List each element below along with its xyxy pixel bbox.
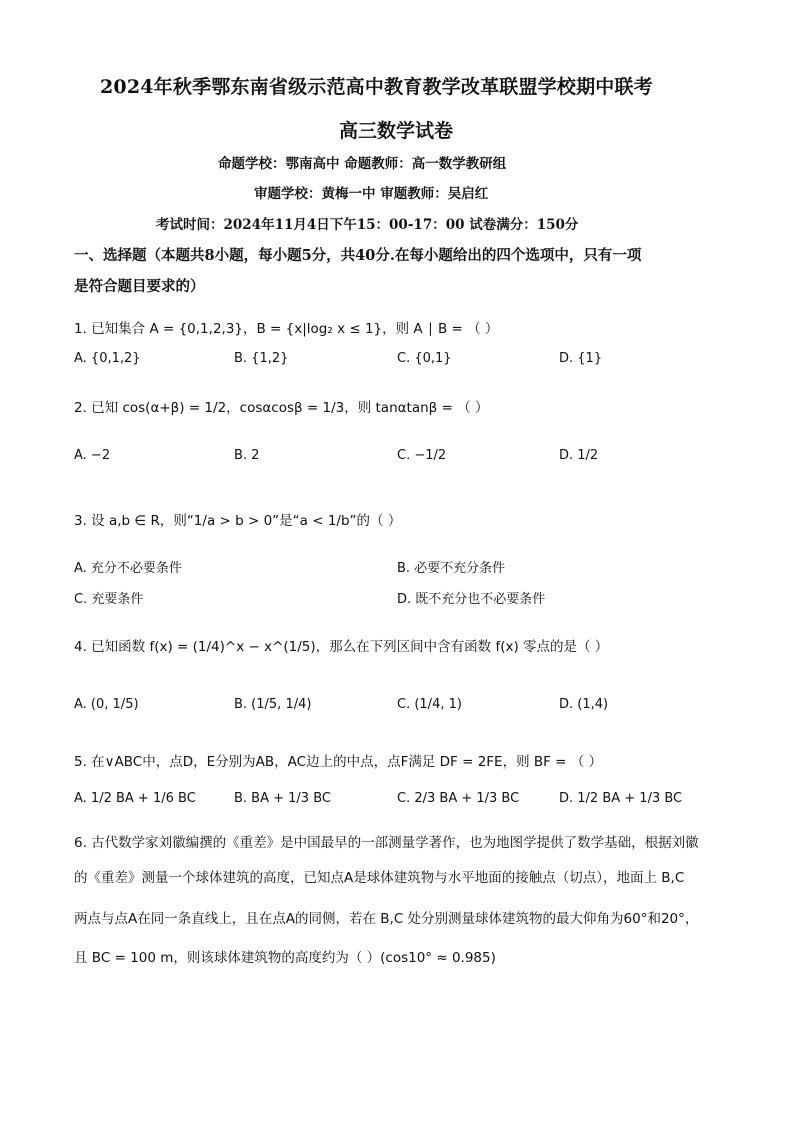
question-3-option-b: B. 必要不充分条件 <box>397 561 506 576</box>
question-6-line3: 两点与点A在同一条直线上，且在点A的同侧，若在 B,C 处分别测量球体建筑物的最大仰角为60°和20°， <box>74 911 699 927</box>
exam-time-line: 考试时间：2024年11月4日下午15：00-17：00 试卷满分：150分 <box>156 217 579 233</box>
question-4-option-b: B. (1/5, 1/4) <box>234 697 312 712</box>
question-1-stem: 1. 已知集合 A = {0,1,2,3}，B = {x|log₂ x ≤ 1}，则 A ∣ B = （ ） <box>74 321 499 337</box>
question-4-option-c: C. (1/4, 1) <box>397 697 462 712</box>
question-5-option-d: D. 1/2 BA + 1/3 BC <box>559 791 683 806</box>
question-1-option-c: C. {0,1} <box>397 351 452 366</box>
question-1-option-a: A. {0,1,2} <box>74 351 141 366</box>
question-2-option-c: C. −1/2 <box>397 448 447 463</box>
author-line: 命题学校：鄂南高中 命题教师：高一数学教研组 <box>218 156 507 172</box>
question-1-option-d: D. {1} <box>559 351 603 366</box>
question-4-option-a: A. (0, 1/5) <box>74 697 139 712</box>
question-4-stem: 4. 已知函数 f(x) = (1/4)^x − x^(1/5)，那么在下列区间中含有函数 f(x) 零点的是（ ） <box>74 639 609 655</box>
question-6-line1: 6. 古代数学家刘徽编撰的《重差》是中国最早的一部测量学著作，也为地图学提供了数学基础，根据刘徽 <box>74 835 699 851</box>
question-6-line4: 且 BC = 100 m，则该球体建筑物的高度约为（ ）(cos10° ≈ 0.985) <box>74 950 496 966</box>
exam-title: 2024年秋季鄂东南省级示范高中教育教学改革联盟学校期中联考 <box>100 76 653 98</box>
question-4-option-d: D. (1,4) <box>559 697 609 712</box>
question-5-option-b: B. BA + 1/3 BC <box>234 791 331 806</box>
reviewer-line: 审题学校：黄梅一中 审题教师：吴启红 <box>254 186 489 202</box>
section-heading-line1: 一、选择题（本题共8小题，每小题5分，共40分.在每小题给出的四个选项中，只有一项 <box>74 247 642 264</box>
question-5-option-a: A. 1/2 BA + 1/6 BC <box>74 791 196 806</box>
question-6-line2: 的《重差》测量一个球体建筑的高度，已知点A是球体建筑物与水平地面的接触点（切点），地面上 B,C <box>74 870 685 886</box>
question-3-stem: 3. 设 a,b ∈ R，则“1/a > b > 0”是“a < 1/b”的（ ） <box>74 513 402 529</box>
exam-subtitle: 高三数学试卷 <box>339 120 454 142</box>
question-3-option-d: D. 既不充分也不必要条件 <box>397 592 546 607</box>
section-heading-line2: 是符合题目要求的） <box>74 278 205 295</box>
question-2-option-a: A. −2 <box>74 448 111 463</box>
question-3-option-a: A. 充分不必要条件 <box>74 561 182 576</box>
question-5-stem: 5. 在∨ABC中，点D，E分别为AB，AC边上的中点，点F满足 DF = 2FE，则 BF = （ ） <box>74 754 603 770</box>
question-2-option-d: D. 1/2 <box>559 448 599 463</box>
question-2-stem: 2. 已知 cos(α+β) = 1/2，cosαcosβ = 1/3，则 tanαtanβ = （ ） <box>74 400 489 416</box>
question-5-option-c: C. 2/3 BA + 1/3 BC <box>397 791 520 806</box>
question-3-option-c: C. 充要条件 <box>74 592 144 607</box>
question-1-option-b: B. {1,2} <box>234 351 289 366</box>
question-2-option-b: B. 2 <box>234 448 260 463</box>
